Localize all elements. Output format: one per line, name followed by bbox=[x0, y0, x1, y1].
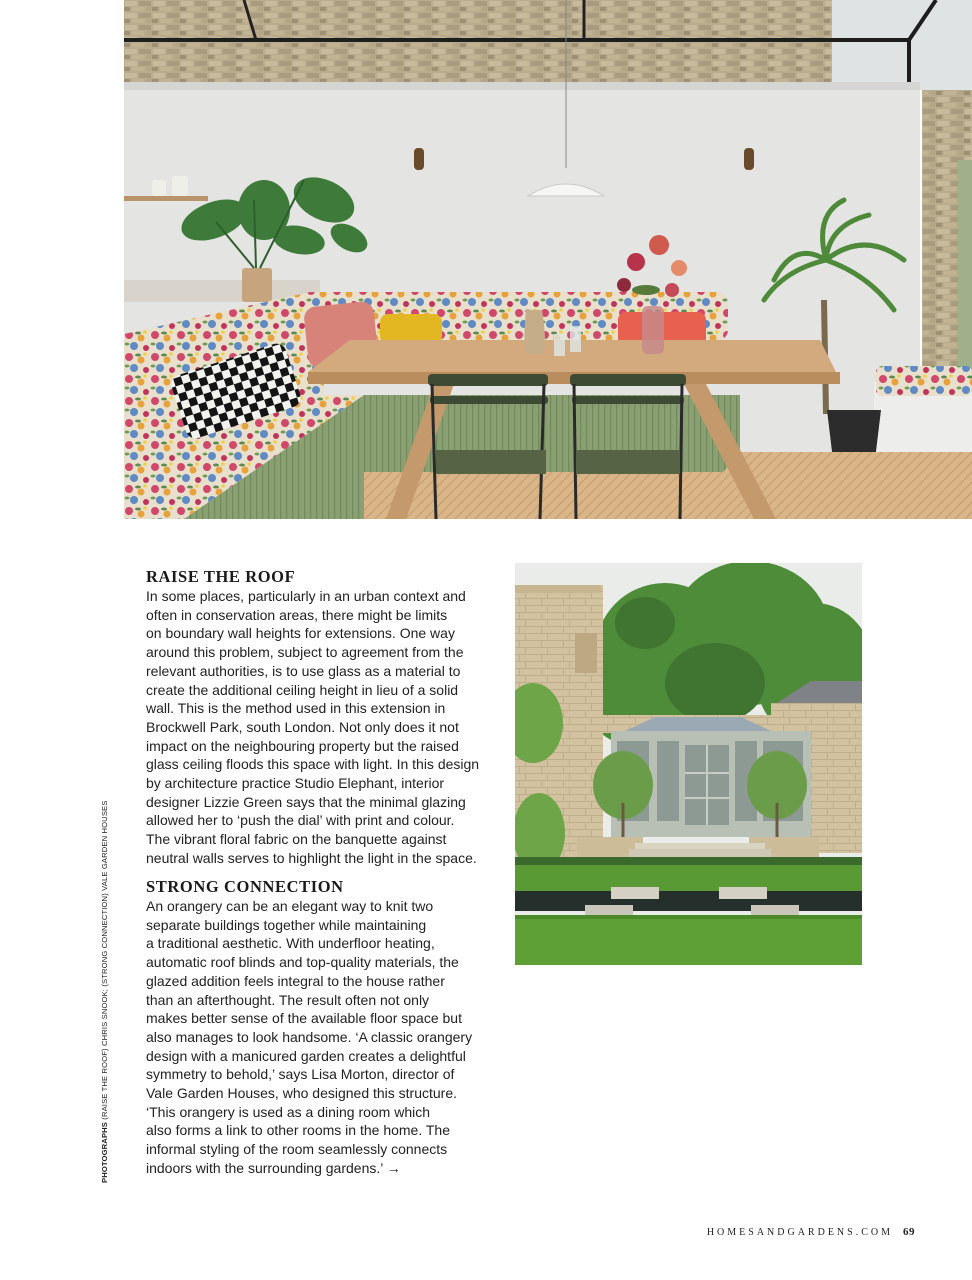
body-line: allowed her to ‘push the dial’ with print and colour. bbox=[146, 812, 455, 829]
body-line: glass ceiling floods this space with light. In this design bbox=[146, 756, 480, 773]
body-line: separate buildings together while maintaining bbox=[146, 916, 427, 933]
body-line: ‘This orangery is used as a dining room which bbox=[146, 1103, 431, 1120]
body-line: An orangery can be an elegant way to knit two bbox=[146, 898, 434, 914]
body-line: makes better sense of the available floor space but bbox=[146, 1010, 462, 1027]
orangery-garden-photo bbox=[515, 563, 862, 965]
body-line: Brockwell Park, south London. Not only does it not bbox=[146, 718, 459, 735]
body-line: automatic roof blinds and top-quality materials, the bbox=[146, 954, 459, 971]
body-line: design with a manicured garden creates a delightful bbox=[146, 1047, 466, 1064]
body-line: symmetry to behold,’ says Lisa Morton, director of bbox=[146, 1066, 455, 1083]
body-line: The vibrant floral fabric on the banquette against bbox=[146, 831, 447, 848]
body-line: In some places, particularly in an urban context and bbox=[146, 588, 466, 604]
dining-extension-photo bbox=[124, 0, 972, 519]
credit-text: (RAISE THE ROOF) CHRIS SNOOK; (STRONG CONNECTION) VALE GARDEN HOUSES bbox=[100, 800, 109, 1122]
body-line: a traditional aesthetic. With underfloor heating, bbox=[146, 935, 435, 952]
body-line: around this problem, subject to agreement from the bbox=[146, 644, 464, 661]
body-line: than an afterthought. The result often not only bbox=[146, 991, 430, 1008]
section-raise-the-roof bbox=[146, 567, 480, 868]
page-footer bbox=[707, 1226, 915, 1238]
body-line: neutral walls serves to highlight the light in the space. bbox=[146, 849, 477, 866]
section-body bbox=[146, 897, 476, 1178]
section-heading: RAISE THE ROOF bbox=[146, 567, 296, 586]
body-line: on boundary wall heights for extensions. One way bbox=[146, 625, 455, 642]
body-line: glazed addition feels integral to the house rather bbox=[146, 972, 445, 989]
body-line: create the additional ceiling height in lieu of a solid bbox=[146, 681, 459, 698]
body-line: wall. This is the method used in this extension in bbox=[146, 700, 446, 717]
body-line: often in conservation areas, there might be limits bbox=[146, 606, 448, 623]
body-line: also manages to look handsome. ‘A classic orangery bbox=[146, 1028, 473, 1045]
body-line: also forms a link to other rooms in the home. The bbox=[146, 1122, 450, 1139]
body-line: relevant authorities, is to use glass as a material to bbox=[146, 662, 461, 679]
photo-credit bbox=[100, 793, 109, 1183]
section-heading: STRONG CONNECTION bbox=[146, 877, 344, 896]
body-line: impact on the neighbouring property but the raised bbox=[146, 737, 459, 754]
page-number: 69 bbox=[903, 1226, 915, 1238]
section-strong-connection bbox=[146, 877, 476, 1178]
body-line: informal styling of the room seamlessly connects bbox=[146, 1141, 448, 1158]
section-body bbox=[146, 587, 480, 868]
site-name: HOMESANDGARDENS.COM bbox=[706, 1227, 893, 1238]
body-line: Vale Garden Houses, who designed this structure. bbox=[146, 1085, 458, 1102]
body-line: designer Lizzie Green says that the minimal glazing bbox=[146, 793, 466, 810]
body-line: indoors with the surrounding gardens.’ → bbox=[146, 1159, 401, 1176]
credit-label: PHOTOGRAPHS bbox=[100, 1121, 109, 1183]
body-line: by architecture practice Studio Elephant, interior bbox=[146, 775, 445, 792]
